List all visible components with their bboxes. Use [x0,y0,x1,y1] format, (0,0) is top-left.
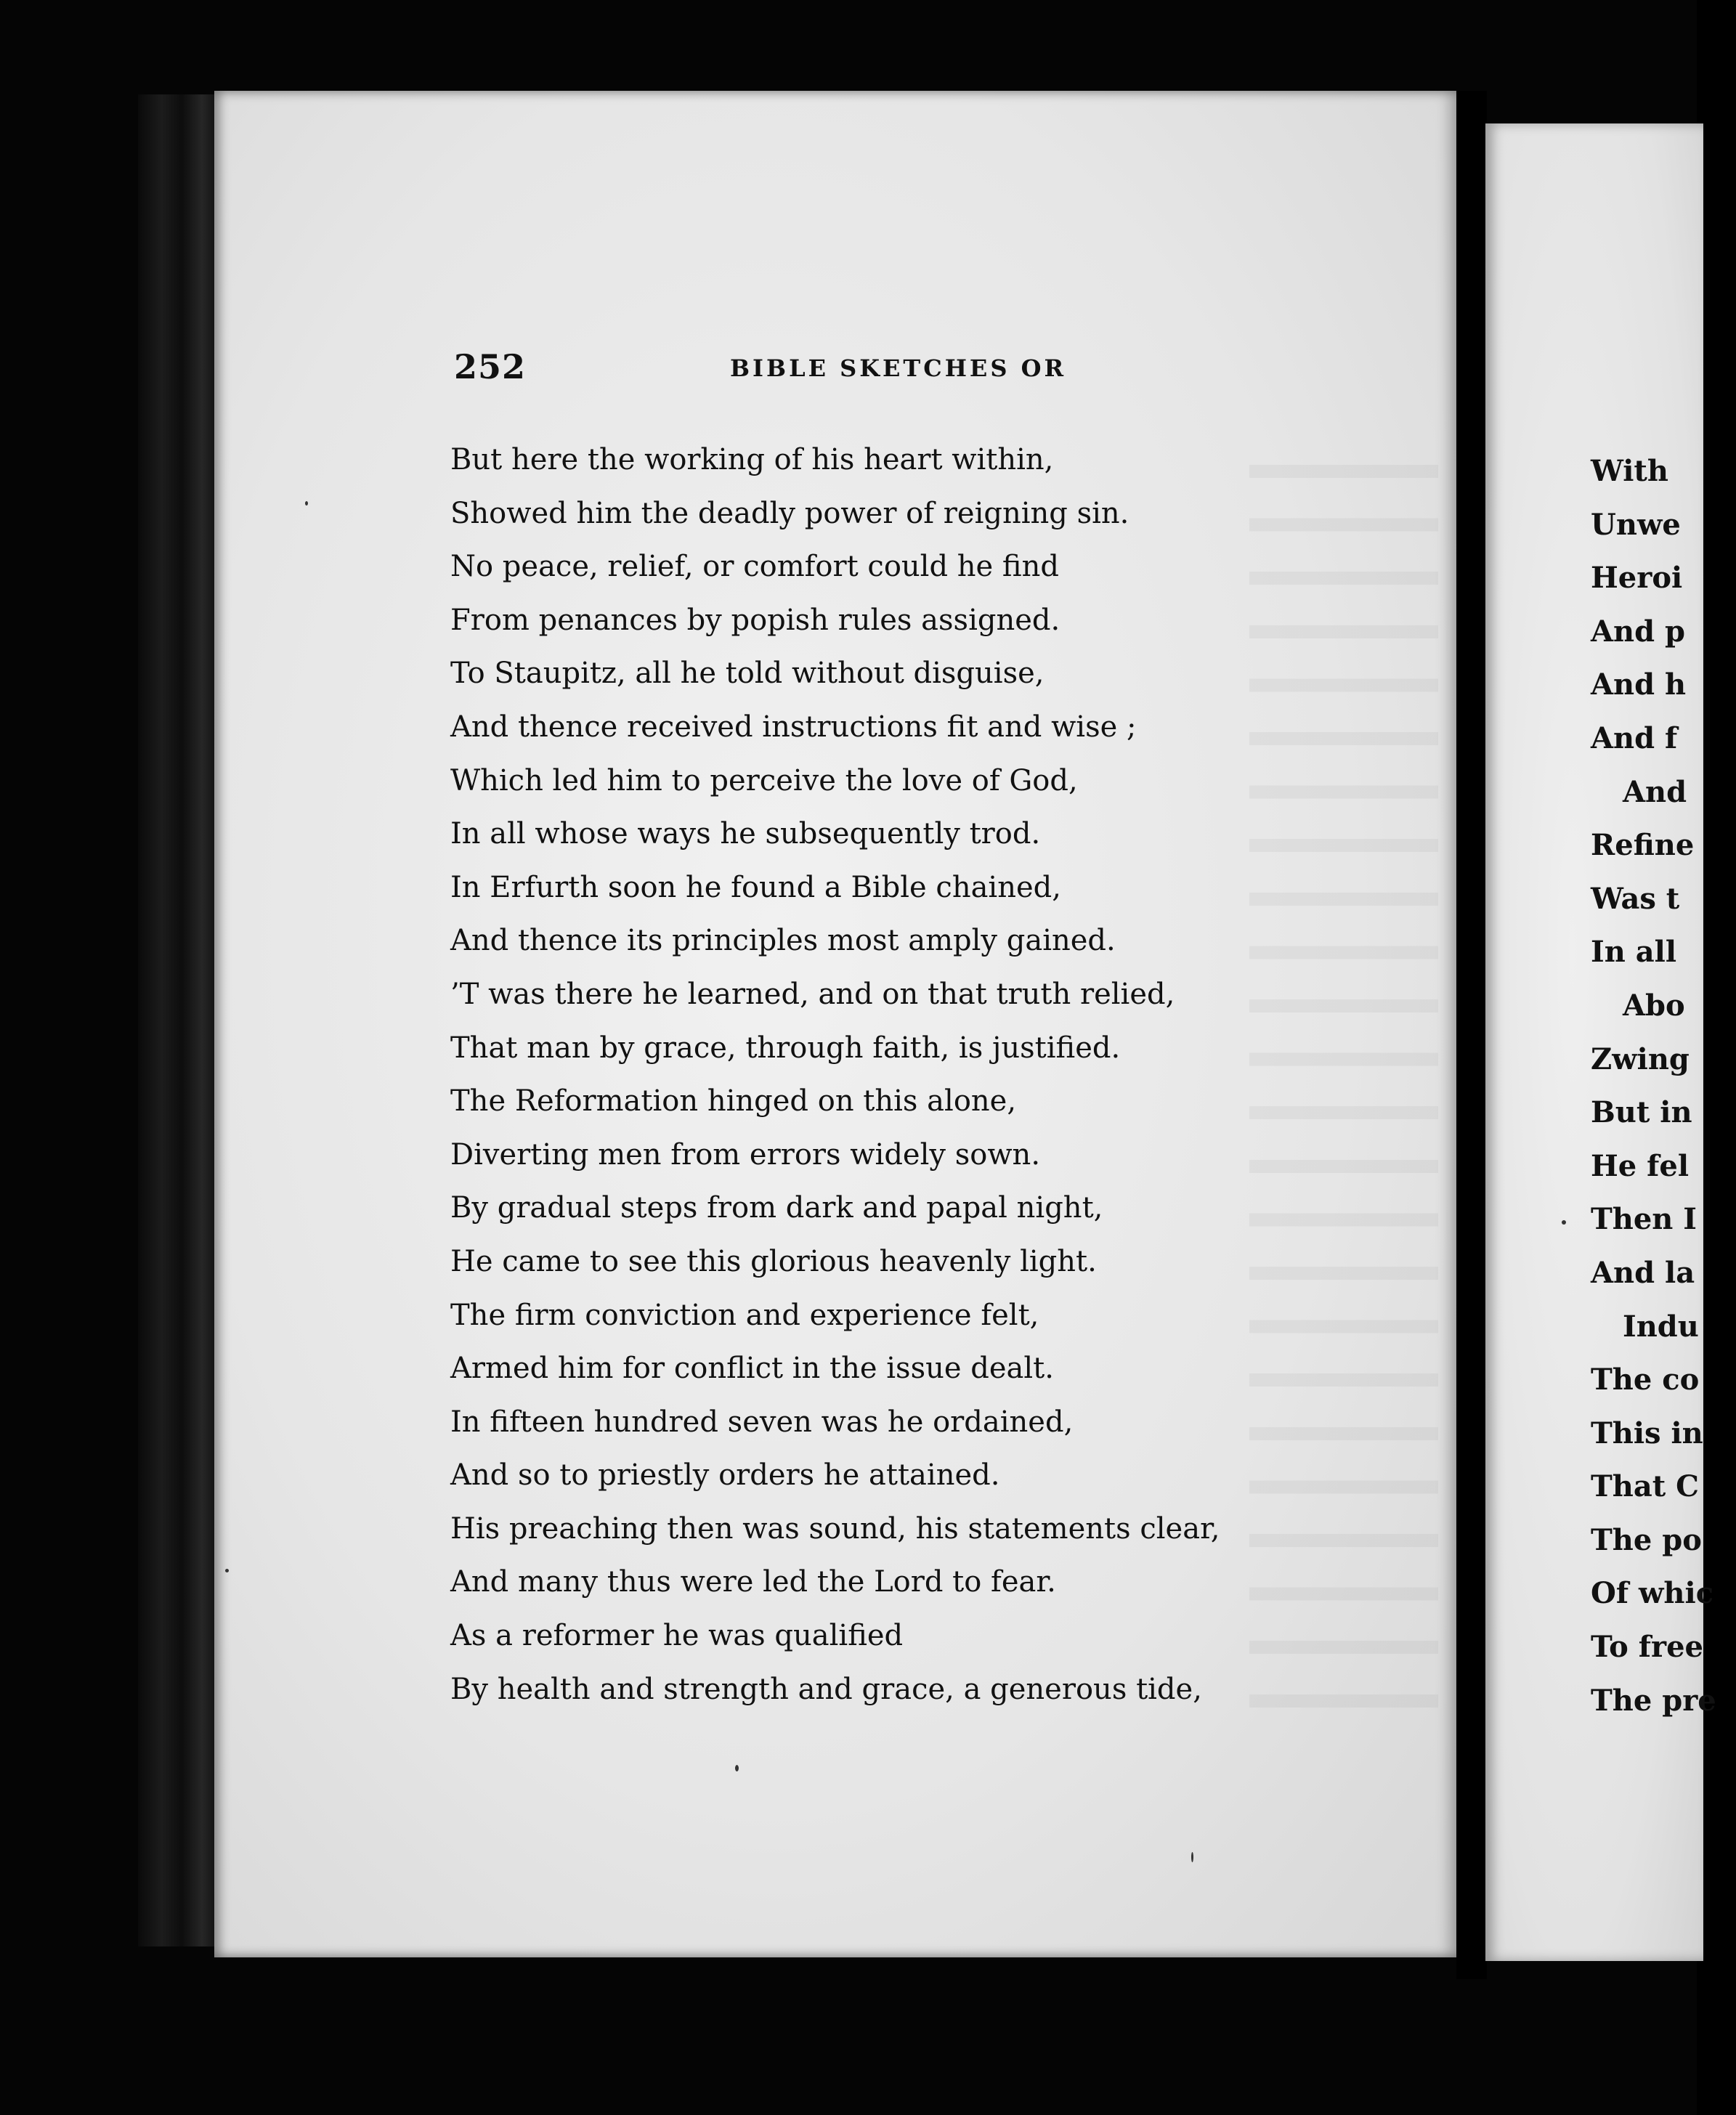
scan-speck [225,1569,229,1572]
poem-line: In fifteen hundred seven was he ordained, [450,1405,1074,1439]
facing-line: In all [1591,935,1677,970]
facing-line: Unwe [1591,507,1681,542]
poem-line: And so to priestly orders he attained. [450,1458,1000,1493]
scan-speck [1191,1852,1193,1862]
running-title: BIBLE SKETCHES OR [730,354,1067,382]
facing-line: He fel [1591,1148,1690,1183]
facing-line: But in [1591,1095,1692,1130]
facing-line: The po [1591,1522,1702,1557]
facing-line: Indu [1623,1309,1699,1344]
facing-line: Abo [1623,988,1685,1023]
facing-line: And f [1591,720,1678,755]
facing-line: Zwing [1591,1042,1690,1076]
facing-line: Refine [1591,828,1695,863]
poem-line: Diverting men from errors widely sown. [450,1137,1041,1172]
poem-line: ’T was there he learned, and on that truth relied, [450,977,1175,1011]
facing-line: And [1623,774,1687,809]
book-gutter [1456,91,1487,1979]
facing-line: To free [1591,1630,1703,1665]
poem-line: Which led him to perceive the love of God, [450,763,1078,797]
scan-speck [735,1765,739,1771]
facing-line: The pre [1591,1683,1716,1718]
facing-line: Then I [1591,1202,1698,1237]
poem-line: Armed him for conflict in the issue dealt. [450,1352,1054,1386]
poem-text [450,434,1424,1716]
poem-line: He came to see this glorious heavenly light. [450,1244,1097,1278]
poem-line: And thence received instructions fit and wise ; [450,710,1137,744]
poem-line: No peace, relief, or comfort could he find [450,550,1059,584]
poem-line: In all whose ways he subsequently trod. [450,817,1041,851]
poem-line: Showed him the deadly power of reigning sin. [450,496,1129,530]
facing-line: The co [1591,1363,1700,1397]
poem-line: That man by grace, through faith, is justified. [450,1031,1121,1065]
facing-line: And p [1591,614,1685,649]
poem-line: His preaching then was sound, his statements clear, [450,1511,1220,1546]
poem-line: As a reformer he was qualified [450,1619,904,1653]
page-number: 252 [454,347,527,386]
poem-line: The firm conviction and experience felt, [450,1298,1039,1332]
poem-line: And many thus were led the Lord to fear. [450,1565,1056,1599]
facing-line: Was t [1591,881,1680,916]
facing-line: This in [1591,1416,1703,1450]
poem-line: But here the working of his heart within, [450,443,1054,476]
scan-speck [1562,1220,1566,1225]
facing-line: And h [1591,667,1687,702]
poem-line: To Staupitz, all he told without disguise, [450,657,1045,691]
facing-line: Of whic [1591,1576,1714,1611]
poem-line: From penances by popish rules assigned. [450,603,1060,637]
book-edge [138,94,218,1946]
poem-line: The Reformation hinged on this alone, [450,1084,1017,1119]
facing-line: And la [1591,1255,1695,1290]
poem-line: By gradual steps from dark and papal night, [450,1191,1103,1225]
poem-line: In Erfurth soon he found a Bible chained, [450,870,1061,904]
facing-line: With [1591,454,1668,488]
page-header [454,347,1326,398]
facing-page-text [1591,444,1736,1727]
facing-line: Heroi [1591,561,1683,596]
scan-speck [305,501,308,506]
facing-line: That C [1591,1469,1700,1504]
poem-line: By health and strength and grace, a generous tide, [450,1672,1202,1706]
poem-line: And thence its principles most amply gained. [450,924,1116,958]
